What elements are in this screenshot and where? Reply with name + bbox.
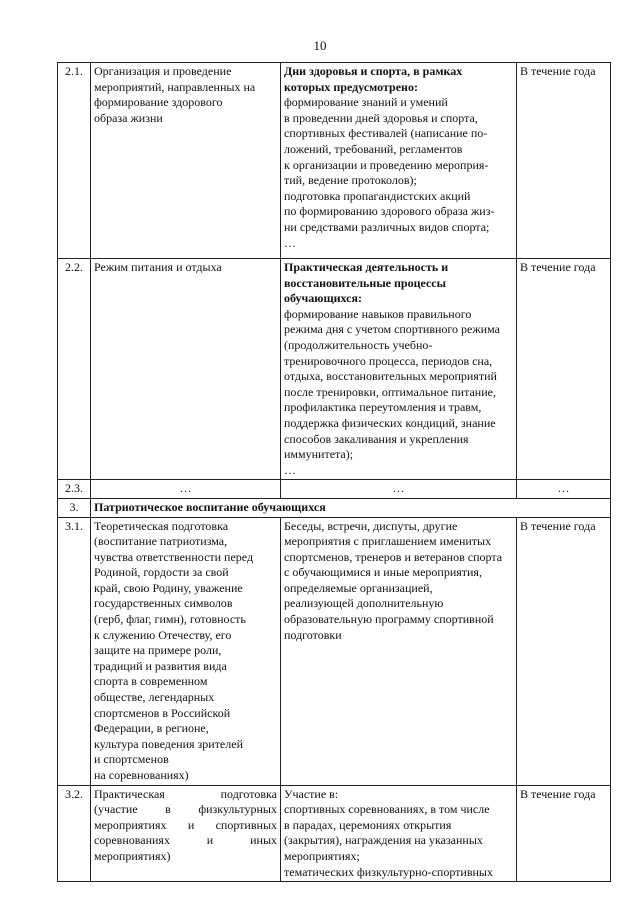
row-period: В течение года bbox=[517, 63, 611, 259]
row-number: 2.1. bbox=[58, 63, 91, 259]
row-content: Дни здоровья и спорта, в рамках которых предусмотрено: формирование знаний и умений в проведении дней здоровья и спорта, спортивных фестивалей (написание по- ложений, требований, регламентов к организации и проведению мероприя- тий, ведение протоколов); подготовка пропагандистских акций по формированию здорового образа жиз- ни средствами различных видов спорта; … bbox=[281, 63, 517, 259]
table-row bbox=[58, 517, 611, 785]
page-number: 10 bbox=[313, 38, 327, 53]
table-row bbox=[58, 63, 611, 259]
row-content: … bbox=[281, 480, 517, 499]
row-name: Практическая подготовка (участие в физкультурных мероприятиях и спортивных соревнованиях и иных мероприятиях) bbox=[91, 785, 281, 882]
row-number: 3.1. bbox=[58, 517, 91, 785]
row-period: … bbox=[517, 480, 611, 499]
row-period: В течение года bbox=[517, 785, 611, 882]
table-row bbox=[58, 259, 611, 480]
row-name: … bbox=[91, 480, 281, 499]
plan-table bbox=[57, 62, 611, 882]
row-name: Организация и проведение мероприятий, направленных на формирование здорового образа жизни bbox=[91, 63, 281, 259]
table-row bbox=[58, 480, 611, 499]
row-name: Режим питания и отдыха bbox=[91, 259, 281, 480]
row-number: 2.2. bbox=[58, 259, 91, 480]
row-number: 2.3. bbox=[58, 480, 91, 499]
row-period: В течение года bbox=[517, 517, 611, 785]
row-period: В течение года bbox=[517, 259, 611, 480]
row-content: Беседы, встречи, диспуты, другие мероприятия с приглашением именитых спортсменов, тренеров и ветеранов спорта с обучающимися и иные мероприятия, определяемые организацией, реализующей дополнительную образовательную программу спортивной подготовки bbox=[281, 517, 517, 785]
row-name: Теоретическая подготовка (воспитание патриотизма, чувства ответственности перед Родиной, гордости за свой край, свою Родину, уважение государственных символов (герб, флаг, гимн), готовность к служению Отечеству, его защите на примере роли, традиций и развития вида спорта в современном обществе, легендарных спортсменов в Российской Федерации, в регионе, культура поведения зрителей и спортсменов на соревнованиях) bbox=[91, 517, 281, 785]
row-number: 3.2. bbox=[58, 785, 91, 882]
section-number: 3. bbox=[58, 498, 91, 517]
table-row bbox=[58, 785, 611, 882]
section-row bbox=[58, 498, 611, 517]
row-content: Участие в: спортивных соревнованиях, в том числе в парадах, церемониях открытия (закрытия), награждения на указанных мероприятиях; тематических физкультурно-спортивных bbox=[281, 785, 517, 882]
section-title: Патриотическое воспитание обучающихся bbox=[91, 498, 611, 517]
row-content: Практическая деятельность и восстановительные процессы обучающихся: формирование навыков правильного режима дня с учетом спортивного режима (продолжительность учебно- тренировочного процесса, периодов сна, отдыха, восстановительных мероприятий после тренировки, оптимальное питание, профилактика переутомления и травм, поддержка физических кондиций, знание способов закаливания и укрепления иммунитета); … bbox=[281, 259, 517, 480]
